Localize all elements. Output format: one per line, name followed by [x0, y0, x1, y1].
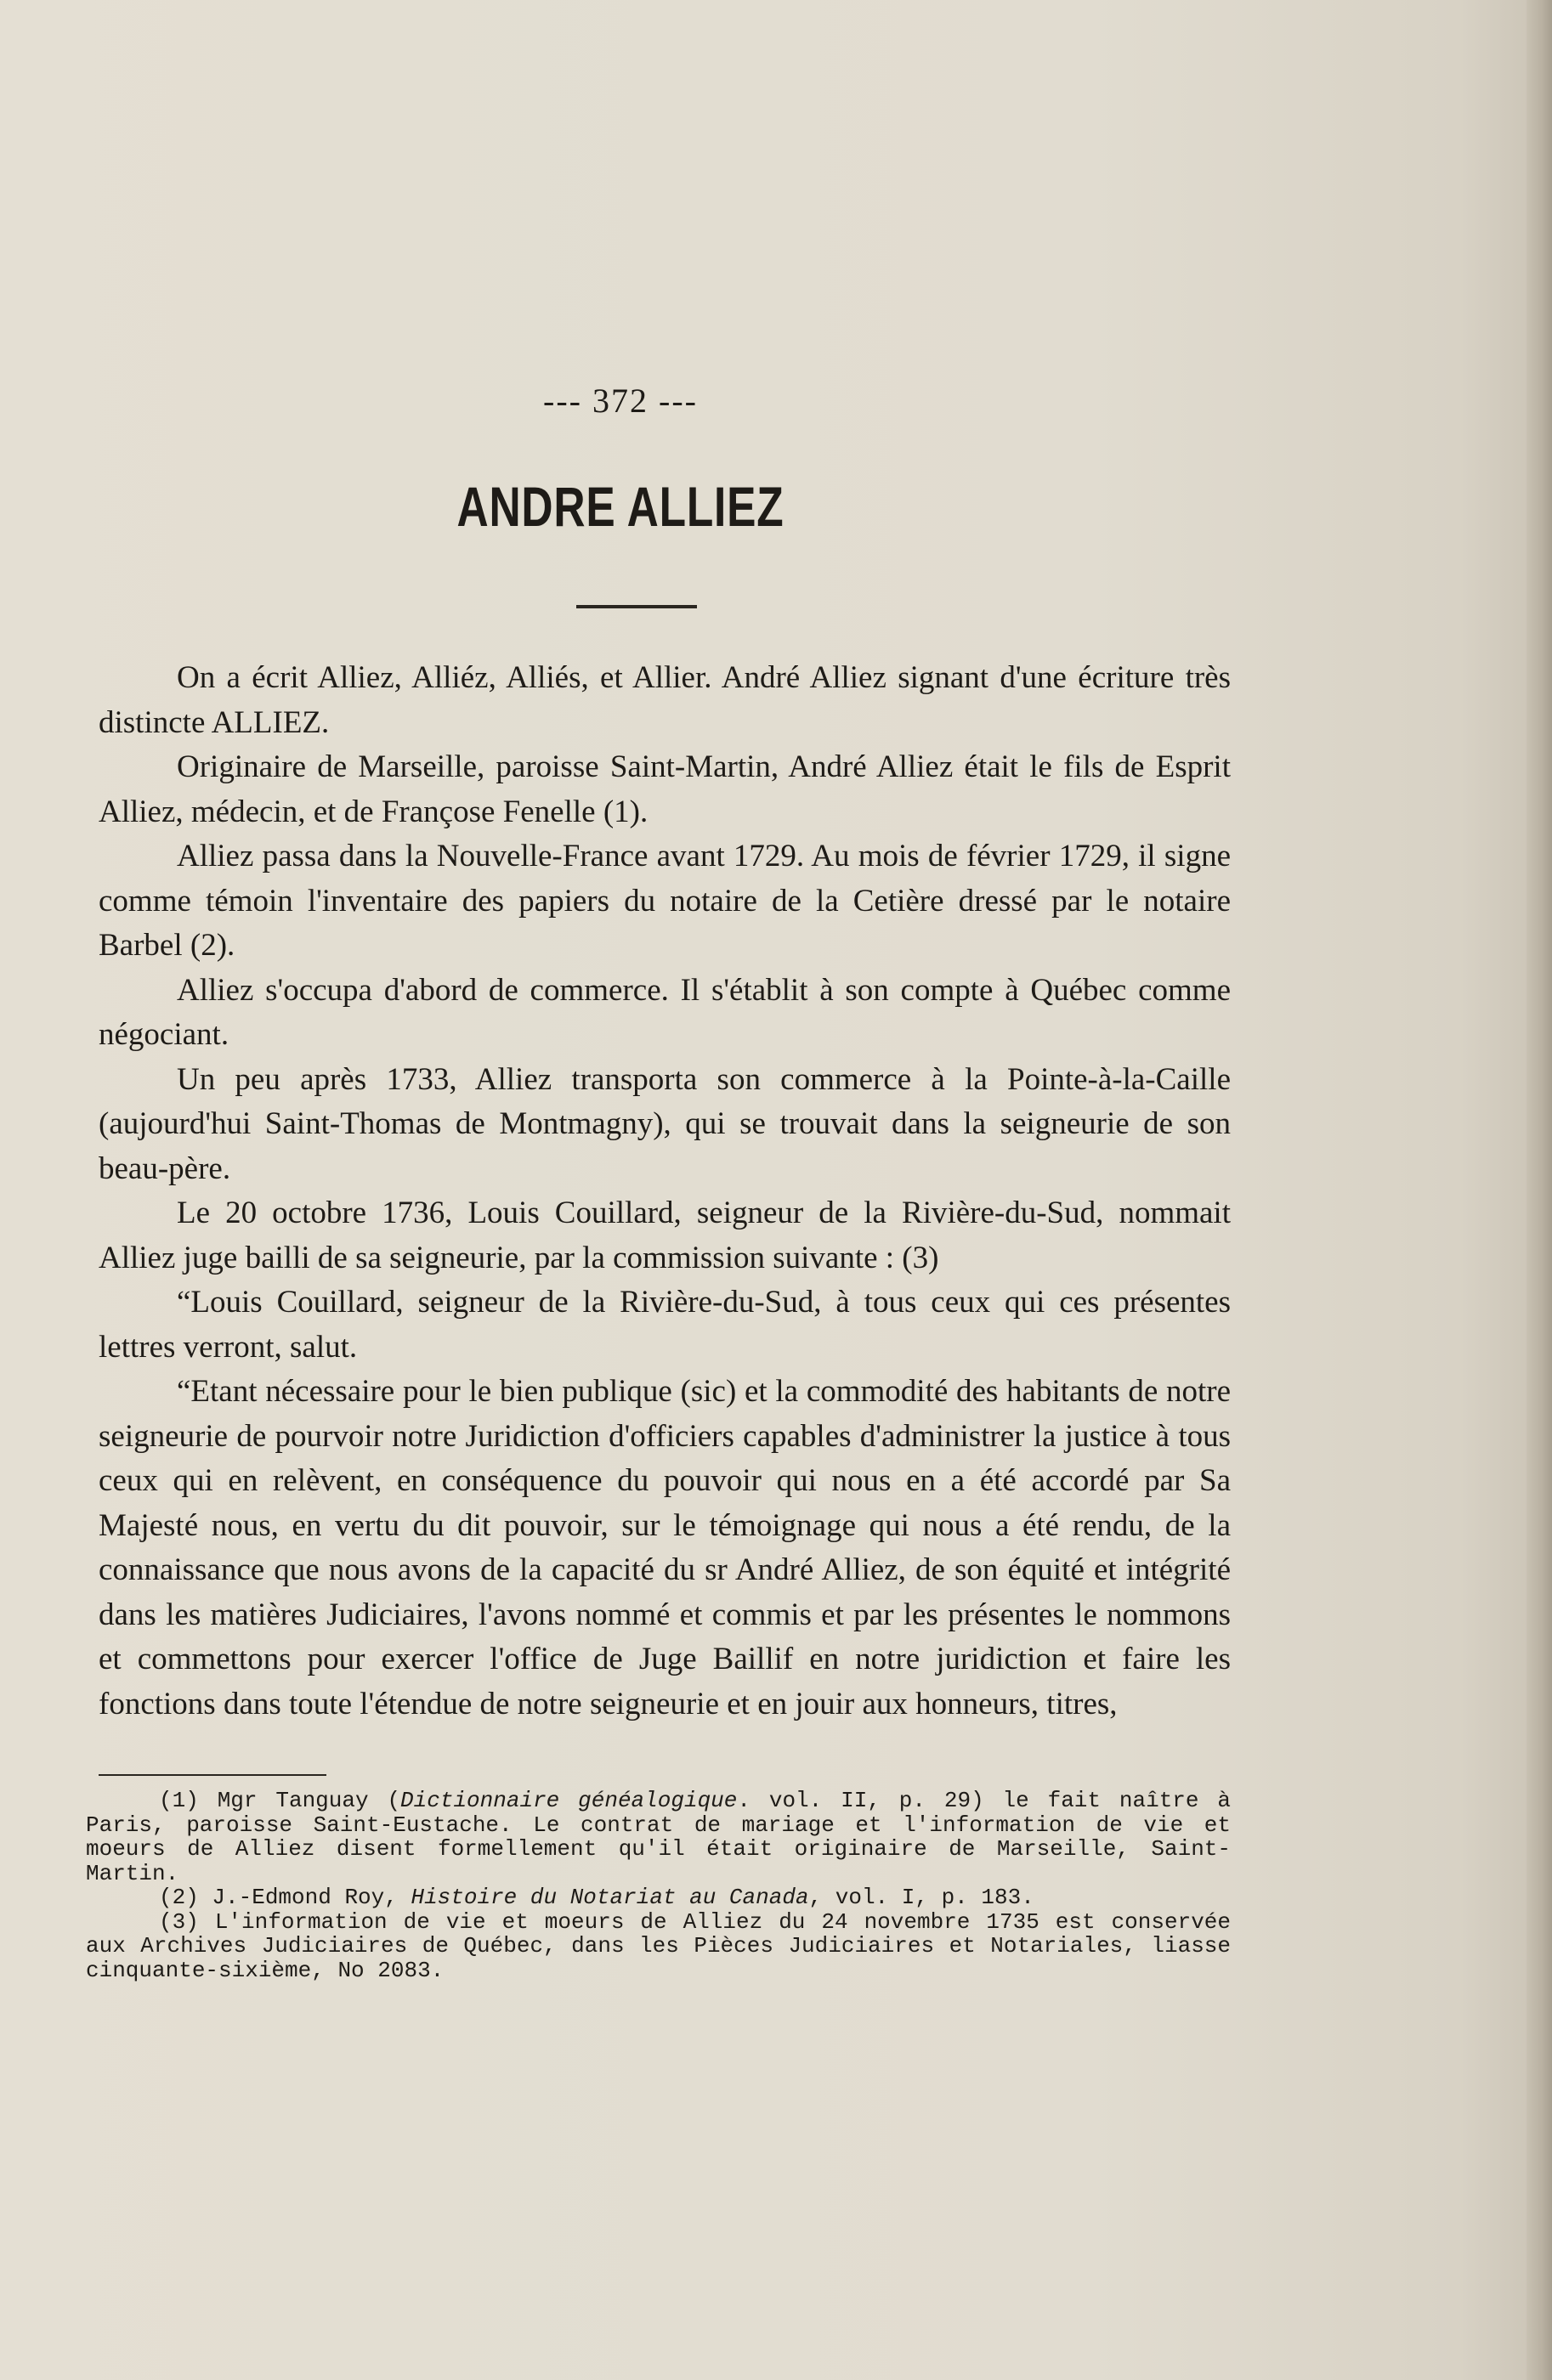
paragraph: Alliez passa dans la Nouvelle-France avant 1729. Au mois de février 1729, il signe comme témoin l'inventaire des papiers du notaire de la Cetière dressé par le notaire Barbel (2).: [99, 839, 1231, 963]
paragraph: Le 20 octobre 1736, Louis Couillard, seigneur de la Rivière-du-Sud, nommait Alliez juge bailli de sa seigneurie, par la commission suivante : (3): [99, 1196, 1231, 1275]
paragraph: On a écrit Alliez, Alliéz, Alliés, et Allier. André Alliez signant d'une écriture très distincte ALLIEZ.: [99, 660, 1231, 740]
footnote-title: Dictionnaire généalogique: [400, 1788, 738, 1813]
footnote: [86, 1789, 1231, 1885]
footnote-text: , vol. I, p. 183.: [808, 1885, 1034, 1910]
page-number: --- 372 ---: [543, 382, 698, 420]
footnote-number: (3): [159, 1908, 199, 1935]
footnote-divider: [99, 1774, 326, 1776]
paragraph: “Louis Couillard, seigneur de la Rivière-du-Sud, à tous ceux qui ces présentes lettres verront, salut.: [99, 1285, 1231, 1365]
paragraph: “Etant nécessaire pour le bien publique (sic) et la commodité des habitants de notre seigneurie de pourvoir notre Juridiction d'officiers capables d'administrer la justice à tous ceux qui en relèvent, en conséquence du pouvoir qui nous en a été accordé par Sa Majesté nous, en vertu du dit pouvoir, sur le témoignage qui nous a été rendu, de la connaissance que nous avons de la capacité du sr André Alliez, de son équité et intégrité dans les matières Judiciaires, l'avons nommé et commis et par les présentes le nommons et commettons pour exercer l'office de Juge Baillif en notre juridiction et faire les fonctions dans toute l'étendue de notre seigneurie et en jouir aux honneurs, titres,: [99, 1374, 1231, 1721]
footnote: [86, 1885, 1231, 1910]
binding-gutter: [1527, 0, 1552, 2380]
footnote-text: Mgr Tanguay (: [217, 1788, 401, 1813]
body-text: [99, 656, 1231, 1727]
footnote-number: (1): [159, 1788, 199, 1813]
chapter-title: ANDRE ALLIEZ: [456, 475, 784, 538]
footnote-number: (2): [159, 1885, 199, 1910]
footnote-text: L'information de vie et moeurs de Alliez du 24 novembre 1735 est conservée aux Archives Judiciaires de Québec, dans les Pièces Judiciaires et Notariales, liasse cinquante-sixième, No 2083.: [86, 1908, 1232, 1983]
paragraph: Un peu après 1733, Alliez transporta son commerce à la Pointe-à-la-Caille (aujourd'hui Saint-Thomas de Montmagny), qui se trouvait dans la seigneurie de son beau-père.: [99, 1061, 1231, 1186]
paragraph: Originaire de Marseille, paroisse Saint-Martin, André Alliez était le fils de Esprit Alliez, médecin, et de Françose Fenelle (1).: [99, 749, 1231, 829]
footnote-text: . vol. II, p. 29) le fait naître à Paris, paroisse Saint-Eustache. Le contrat de mariage et l'information de vie et moeurs de Alliez disent formellement qu'il était originaire de Marseille, Saint-Martin.: [86, 1788, 1231, 1886]
title-divider: [576, 605, 697, 608]
footnote: [86, 1910, 1231, 1983]
paragraph: Alliez s'occupa d'abord de commerce. Il s'établit à son compte à Québec comme négociant.: [99, 972, 1231, 1052]
footnote-text: J.-Edmond Roy,: [212, 1885, 411, 1910]
footnotes: [86, 1789, 1231, 1982]
footnote-title: Histoire du Notariat au Canada: [411, 1885, 809, 1910]
